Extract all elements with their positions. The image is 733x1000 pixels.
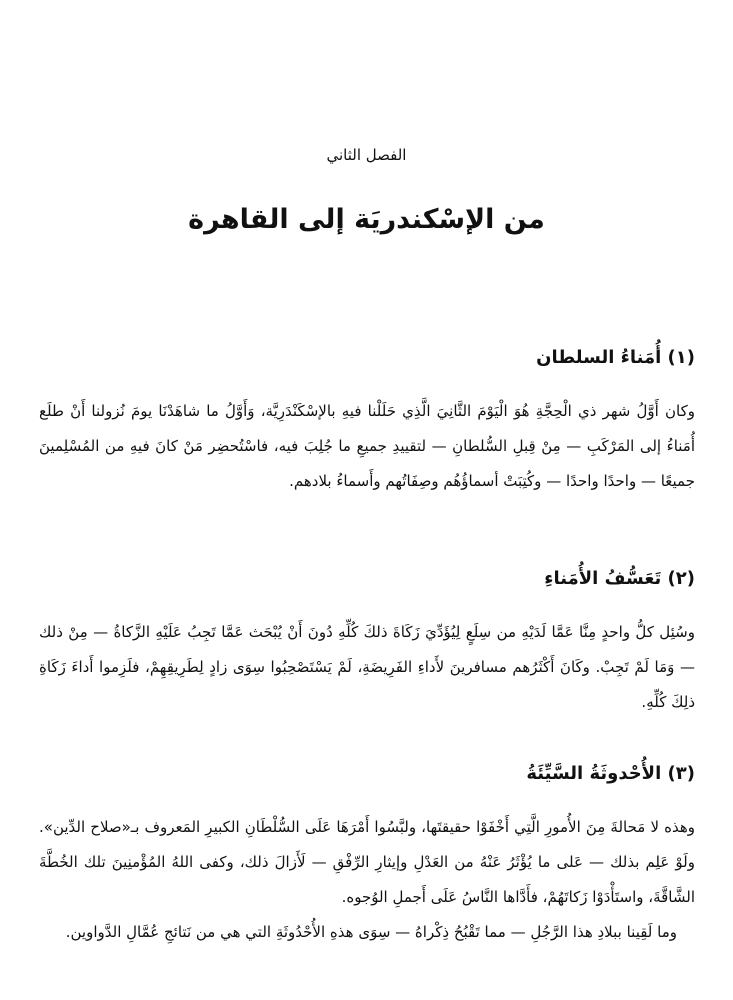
chapter-title: من الإسْكندريَة إلى القاهرة <box>188 204 545 235</box>
section-paragraph: وسُئِل كلُّ واحدٍ مِنَّا عَمَّا لَدَيْهِ من سِلَعٍ لِيُؤَدِّيَ زَكَاةَ ذلكَ كُلِّهِ دُونَ أَنْ يُبْحَث عَمَّا تَجِبُ عَلَيْهِ الزَّكاةُ — مِنْ ذلك — وَمَا لَمْ تَجِبْ. وكَانَ أَكْثَرُهم مسافرينَ لأَداءِ الفَرِيضَةِ، لَمْ يَسْتَصْحِبُوا سِوَى زادٍ لِطَرِيقِهِمْ، فلَزِموا أَداءَ زَكَاةِ ذلِكَ كُلِّهِ. <box>39 623 695 711</box>
chapter-label: الفصل الثاني <box>326 146 407 164</box>
section-heading: (٢) تَعَسُّفُ الأُمَناءِ <box>544 568 695 589</box>
section-heading: (٣) الأُحْدوثَةُ السَّيِّئَةُ <box>526 763 695 784</box>
section-3 <box>39 757 695 950</box>
section-paragraph: وهذه لا مَحالةَ مِنَ الأُمورِ الَّتِي أَخْفَوْا حقيقتَها، ولبَّسُوا أَمْرَهَا عَلَى السُّلْطَانِ الكبيرِ المَعروف بـ«صلاح الدِّين». ولَوْ عَلِم بذلك — عَلى ما يُؤْثَرُ عَنْهُ من العَدْلِ وإيثارِ الرِّفْقِ — لَأَزالَ ذلك، وكفى اللهُ المُؤْمنِينَ تلك الخُطَّةَ الشَّاقَّةَ، واستَأْدَوْا زَكاتَهُمْ، فأَدَّاها النَّاسُ عَلَى أَجملِ الوُجوه. <box>39 818 695 906</box>
section-heading: (١) أُمَناءُ السلطان <box>536 347 695 368</box>
section-paragraph: وما لَقِينا ببلادِ هذا الرَّجُلِ — مما تَقْبُحُ ذِكْراهُ — سِوَى هذهِ الأُحْدُوثَةِ التي هي من نَتائجِ عُمَّالِ الدَّواوين. <box>65 923 677 941</box>
section-paragraph: وكان أَوَّلُ شهر ذي الْحِجَّةِ هُوَ الْيَوْمَ الثَّانِيَ الَّذِي حَلَلْنا فيهِ بالإسْكَنْدَرِيَّة، وَأَوَّلُ ما شاهَدْنَا يومَ نُزولنا أَنْ طلَع أُمَناءُ إلى المَرْكَبِ — مِنْ قِبلِ السُّلطانِ — لتقييدِ جميعِ ما جُلِبَ فيه، فاسْتُحضِر مَنْ كانَ فيهِ من المُسْلِمينَ جميعًا — واحدًا واحدًا — وكُتِبَتْ أسماؤُهُم وصِفَاتُهم وأَسماءُ بلادهم. <box>39 402 695 490</box>
section-2 <box>39 562 695 720</box>
section-1 <box>39 341 695 499</box>
